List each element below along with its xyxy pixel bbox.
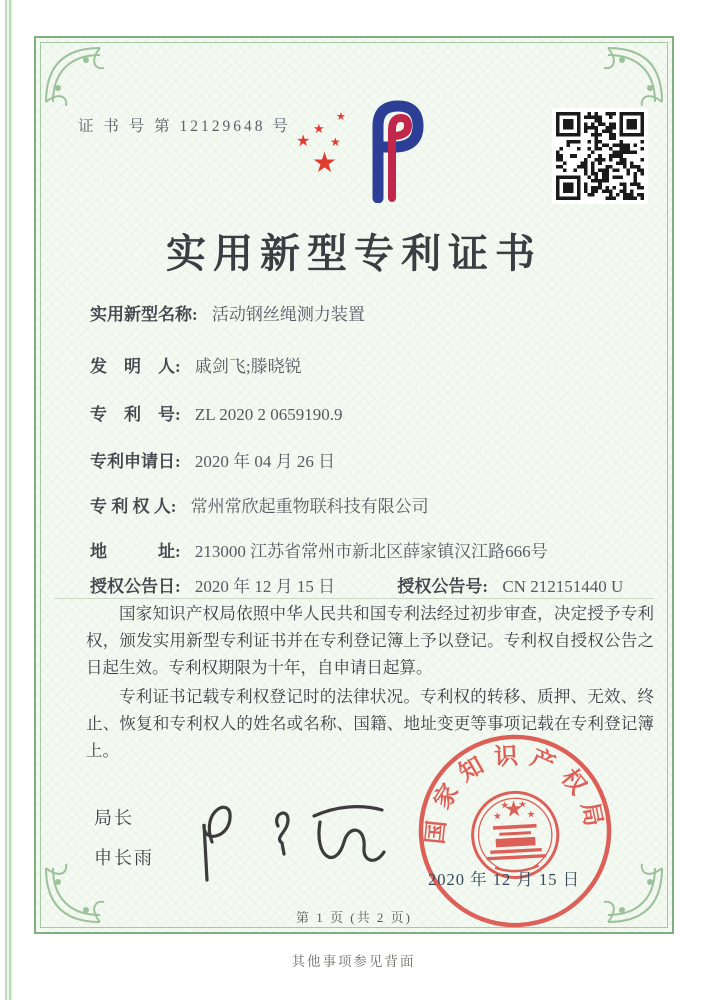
field-label: 专利申请日: (90, 452, 181, 471)
logo-star-icon: ★ (312, 148, 338, 179)
field-row-filing-date (90, 447, 335, 472)
corner-ornament-icon (42, 44, 104, 106)
field-value: 常州常欣起重物联科技有限公司 (190, 497, 429, 516)
field-row-name (90, 300, 365, 325)
field-row-grant (90, 572, 623, 597)
field-value: 2020 年 04 月 26 日 (194, 452, 336, 471)
director-signature-icon (186, 780, 406, 890)
director-title: 局长 (94, 808, 134, 828)
seal-text: 国家知识产权局 (422, 743, 609, 846)
logo-star-icon: ★ (296, 133, 311, 150)
logo-star-icon: ★ (330, 135, 341, 149)
body-paragraph: 专利证书记载专利权登记时的法律状况。专利权的转移、质押、无效、终止、恢复和专利权人的姓名或名称、国籍、地址变更等事项记载在专利登记簿上。 (86, 687, 654, 760)
field-row-address (90, 537, 548, 562)
scan-edge-artifact (5, 0, 13, 1000)
back-note: 其他事项参见背面 (291, 954, 416, 969)
official-seal (416, 732, 614, 930)
field-label: 发 明 人: (90, 357, 181, 376)
cnipa-logo-icon (286, 98, 426, 203)
grant-date-label: 授权公告日: (90, 577, 181, 596)
field-label: 地 址: (90, 542, 181, 561)
body-paragraph: 国家知识产权局依照中华人民共和国专利法经过初步审查，决定授予专利权，颁发实用新型专利证书并在专利登记簿上予以登记。专利权自授权公告之日起生效。专利权期限为十年，自申请日起算。 (86, 604, 654, 677)
field-value: 活动钢丝绳测力装置 (211, 305, 365, 324)
corner-ornament-icon (604, 44, 666, 106)
qr-code (552, 108, 648, 204)
grant-date-value: 2020 年 12 月 15 日 (194, 577, 336, 596)
decorative-border-frame (34, 36, 674, 934)
seal-date: 2020 年 12 月 15 日 (428, 870, 581, 889)
field-value: 戚剑飞;滕晓锐 (194, 357, 302, 376)
field-row-patent-no (90, 400, 343, 425)
field-value: 213000 江苏省常州市新北区薛家镇汉江路666号 (194, 542, 548, 561)
field-value: ZL 2020 2 0659190.9 (194, 405, 343, 424)
certificate-number: 证 书 号 第 12129648 号 (78, 118, 291, 135)
field-label: 专 利 号: (90, 405, 181, 424)
field-row-patentee (90, 492, 429, 517)
director-name: 申长雨 (94, 848, 154, 868)
page-number: 第 1 页 (共 2 页) (296, 910, 412, 925)
field-row-inventor (90, 352, 302, 377)
logo-p-glyph (348, 98, 426, 203)
grant-no-label: 授权公告号: (397, 577, 489, 596)
section-divider (54, 598, 654, 599)
page-title: 实用新型专利证书 (166, 231, 542, 276)
field-label: 实用新型名称: (90, 305, 198, 324)
field-label: 专 利 权 人: (90, 497, 177, 516)
logo-star-icon: ★ (336, 111, 346, 123)
logo-star-icon: ★ (313, 121, 325, 136)
grant-no-value: CN 212151440 U (502, 577, 624, 596)
